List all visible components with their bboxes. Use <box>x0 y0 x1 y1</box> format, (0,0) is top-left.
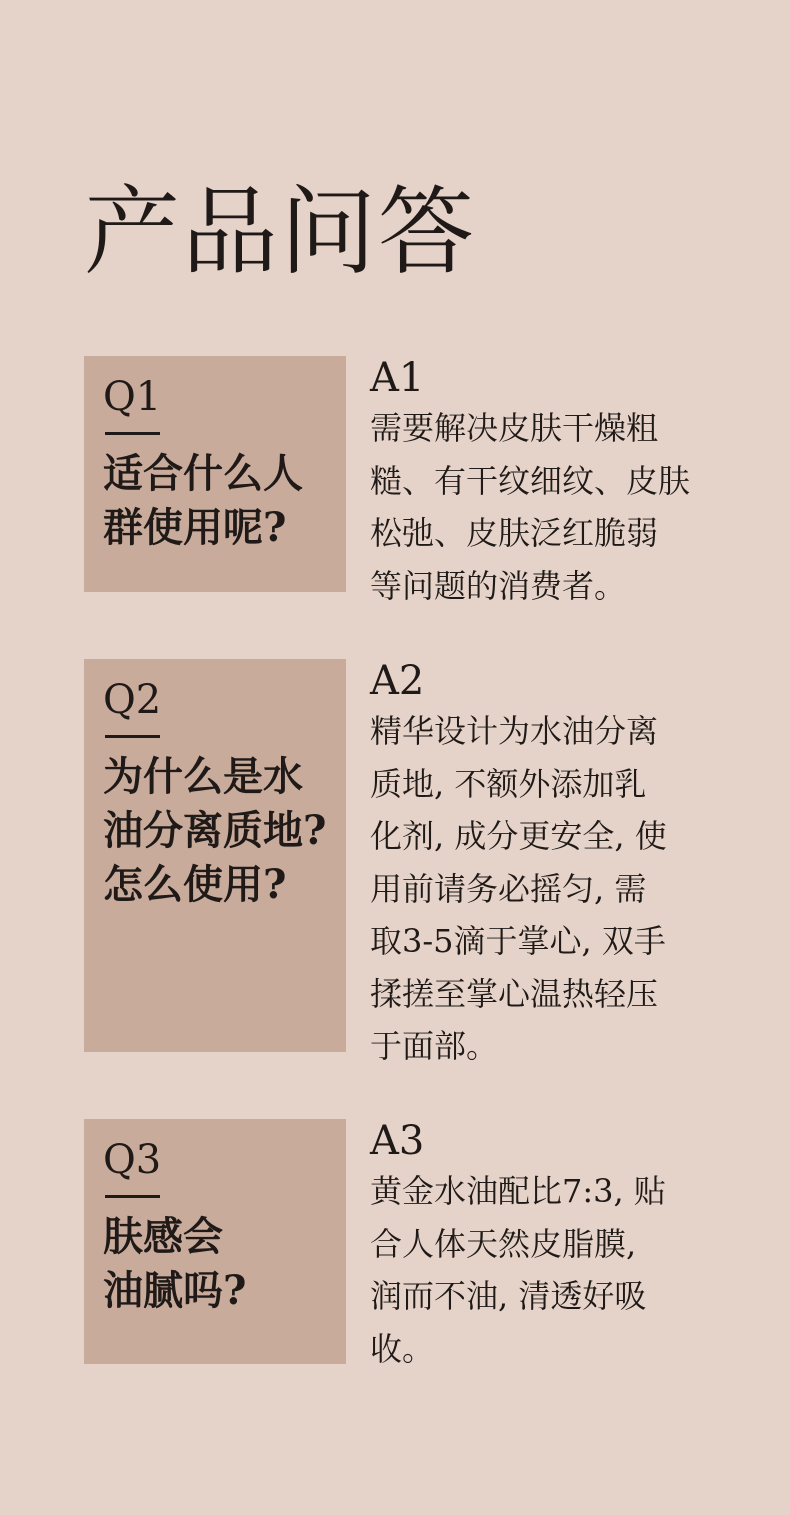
answer-label: A3 <box>370 1118 425 1164</box>
question-box <box>84 1119 346 1364</box>
question-divider <box>105 432 160 435</box>
qa-item-3 <box>84 1118 704 1368</box>
answer-label: A2 <box>370 658 425 704</box>
answer-label: A1 <box>370 355 425 401</box>
question-label: Q3 <box>103 1137 162 1183</box>
question-box <box>84 356 346 592</box>
question-divider <box>105 1195 160 1198</box>
question-divider <box>105 735 160 738</box>
answer-block <box>370 1119 704 1375</box>
answer-block <box>370 659 704 1073</box>
answer-text: 精华设计为水油分离 质地, 不额外添加乳 化剂, 成分更安全, 使 用前请务必摇匀, 需 取3-5滴于掌心, 双手 揉搓至掌心温热轻压 于面部。 <box>370 712 667 1065</box>
question-label: Q1 <box>103 374 162 420</box>
question-box <box>84 659 346 1052</box>
question-text: 为什么是水 油分离质地? 怎么使用? <box>103 753 327 908</box>
question-text: 适合什么人 群使用呢? <box>103 450 303 551</box>
answer-text: 黄金水油配比7:3, 贴 合人体天然皮脂膜, 润而不油, 清透好吸 收。 <box>370 1172 666 1368</box>
answer-text: 需要解决皮肤干燥粗 糙、有干纹细纹、皮肤 松弛、皮肤泛红脆弱 等问题的消费者。 <box>370 409 691 605</box>
answer-block <box>370 356 704 612</box>
qa-item-2 <box>84 658 704 1065</box>
qa-item-1 <box>84 355 704 605</box>
question-label: Q2 <box>103 677 162 723</box>
page-title: 产品问答 <box>84 176 476 288</box>
question-text: 肤感会 油腻吗? <box>103 1213 247 1314</box>
